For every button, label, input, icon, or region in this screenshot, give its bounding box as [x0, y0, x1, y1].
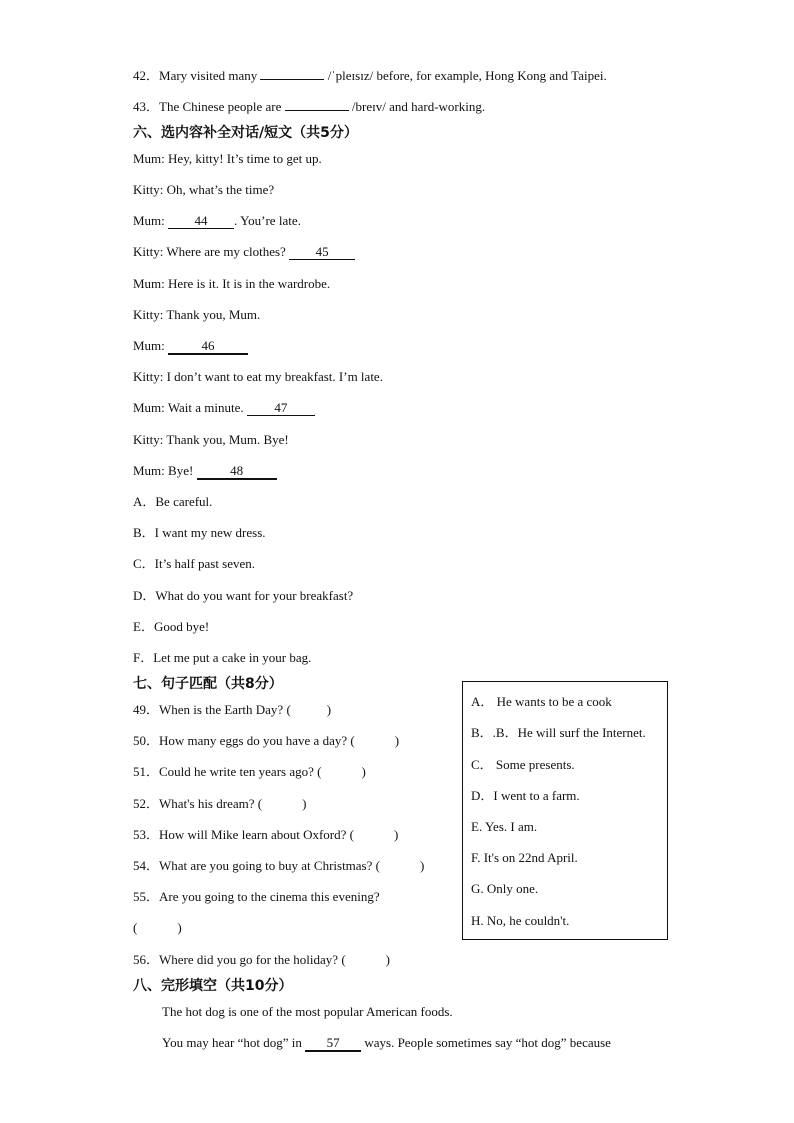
match-question-55-paren [133, 919, 182, 937]
question-number: 50． [133, 733, 160, 748]
option-b: B．I want my new dress. [133, 525, 266, 540]
speaker: Kitty: [133, 244, 164, 259]
cloze-paragraph-2 [162, 1034, 611, 1052]
speaker: Mum: [133, 213, 165, 228]
question-text: Mary visited many [159, 68, 258, 83]
dialogue-line [133, 368, 383, 386]
cloze-paragraph-1: The hot dog is one of the most popular American foods. [162, 1004, 453, 1019]
speaker: Mum: [133, 151, 165, 166]
utterance: I don’t want to eat my breakfast. I’m late. [166, 369, 383, 384]
dialogue-line [133, 243, 355, 261]
answer-option-d: D．I went to a farm. [471, 788, 580, 803]
speaker: Mum: [133, 276, 165, 291]
utterance: Thank you, Mum. [166, 307, 261, 322]
question-number: 49． [133, 702, 160, 717]
match-question-50 [133, 732, 399, 750]
answer-blank[interactable]: 45 [289, 245, 355, 260]
question-43 [133, 98, 485, 116]
question-text: What are you going to buy at Christmas? ( [159, 858, 380, 873]
answer-blank[interactable]: 48 [197, 464, 277, 480]
utterance: Here is it. It is in the wardrobe. [168, 276, 331, 291]
speaker: Kitty: [133, 307, 164, 322]
speaker: Kitty: [133, 182, 164, 197]
utterance: Where are my clothes? [166, 244, 286, 259]
close-paren: ) [177, 920, 182, 935]
question-number: 52． [133, 796, 160, 811]
close-paren: ) [361, 764, 366, 779]
close-paren: ) [419, 858, 425, 873]
match-question-55 [133, 888, 380, 906]
question-text: Are you going to the cinema this evening? [159, 889, 380, 904]
close-paren: ) [326, 702, 332, 717]
dialogue-line [133, 306, 260, 324]
answer-option-e: E. Yes. I am. [471, 819, 538, 834]
answer-option-b: B．.B．He will surf the Internet. [471, 725, 646, 740]
option-c: C．It’s half past seven. [133, 556, 256, 571]
answer-option-a: A． He wants to be a cook [471, 694, 612, 709]
utterance: Bye! [168, 463, 194, 478]
answer-option-c: C． Some presents. [471, 757, 575, 772]
question-text: How many eggs do you have a day? ( [159, 733, 355, 748]
close-paren: ) [385, 952, 390, 967]
question-number: 51． [133, 764, 160, 779]
answer-options-box [462, 681, 668, 940]
question-number: 43． [133, 99, 160, 114]
question-number: 56． [133, 952, 160, 967]
speaker: Mum: [133, 463, 165, 478]
match-question-52 [133, 795, 306, 813]
question-number: 55． [133, 889, 160, 904]
dialogue-line [133, 181, 274, 199]
question-text: What's his dream? ( [159, 796, 263, 811]
match-question-56 [133, 951, 390, 969]
speaker: Mum: [133, 400, 165, 415]
question-text-tail: /breɪv/ and hard-working. [351, 99, 486, 114]
speaker: Mum: [133, 338, 165, 353]
paragraph-text: You may hear “hot dog” in [162, 1035, 302, 1050]
close-paren: ) [394, 733, 400, 748]
question-text: When is the Earth Day? ( [159, 702, 291, 717]
utterance: Wait a minute. [167, 400, 244, 415]
dialogue-line [133, 399, 315, 417]
answer-blank[interactable]: 57 [305, 1036, 361, 1052]
answer-option-h: H. No, he couldn't. [471, 913, 570, 928]
dialogue-line [133, 462, 277, 480]
question-number: 42． [133, 68, 160, 83]
utterance: Oh, what’s the time? [166, 182, 275, 197]
dialogue-line [133, 150, 322, 168]
close-paren: ) [302, 796, 307, 811]
section-6-heading: 六、选内容补全对话/短文（共5分） [133, 125, 358, 141]
option-f: F．Let me put a cake in your bag. [133, 650, 312, 665]
dialogue-line [133, 337, 248, 355]
speaker: Kitty: [133, 432, 164, 447]
answer-blank[interactable] [285, 110, 349, 111]
question-text: How will Mike learn about Oxford? ( [159, 827, 354, 842]
utterance: Thank you, Mum. Bye! [166, 432, 289, 447]
option-a: A．Be careful. [133, 494, 213, 509]
open-paren: ( [133, 920, 138, 935]
section-8-heading: 八、完形填空（共10分） [133, 978, 293, 994]
answer-blank[interactable]: 44 [168, 214, 234, 229]
match-question-54 [133, 857, 424, 875]
option-e: E．Good bye! [133, 619, 210, 634]
question-text-tail: /ˈpleɪsɪz/ before, for example, Hong Kong and Taipei. [327, 68, 607, 83]
match-question-51 [133, 763, 366, 781]
speaker: Kitty: [133, 369, 164, 384]
match-question-49 [133, 701, 331, 719]
option-d: D．What do you want for your breakfast? [133, 588, 354, 603]
answer-blank[interactable] [260, 79, 324, 80]
dialogue-line [133, 275, 330, 293]
question-text: Where did you go for the holiday? ( [159, 952, 346, 967]
paragraph-text-tail: ways. People sometimes say “hot dog” because [364, 1035, 611, 1050]
utterance: . You’re late. [234, 213, 301, 228]
section-7-heading: 七、句子匹配（共8分） [133, 676, 283, 692]
question-42 [133, 67, 607, 85]
question-number: 54． [133, 858, 160, 873]
close-paren: ) [393, 827, 399, 842]
answer-blank[interactable]: 46 [168, 339, 248, 355]
answer-option-f: F. It's on 22nd April. [471, 850, 578, 865]
answer-blank[interactable]: 47 [247, 401, 315, 416]
question-text: Could he write ten years ago? ( [159, 764, 322, 779]
match-question-53 [133, 826, 398, 844]
dialogue-line [133, 431, 289, 449]
dialogue-line [133, 212, 301, 230]
question-number: 53． [133, 827, 160, 842]
question-text: The Chinese people are [159, 99, 282, 114]
utterance: Hey, kitty! It’s time to get up. [168, 151, 322, 166]
answer-option-g: G. Only one. [471, 881, 539, 896]
